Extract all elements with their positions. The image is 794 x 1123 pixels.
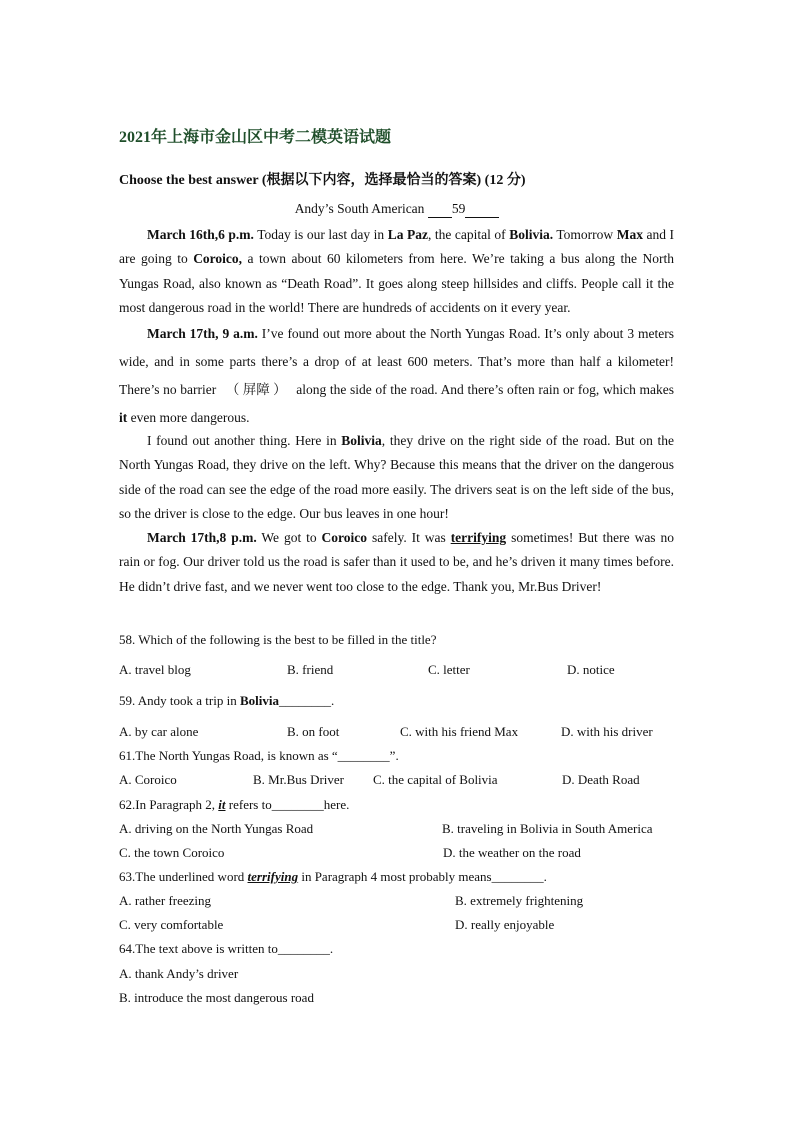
entry-date: March 17th,8 p.m.	[147, 530, 257, 545]
q62-option-c[interactable]: C. the town Coroico	[119, 845, 225, 860]
question-text: 63.The underlined word	[119, 869, 248, 884]
paragraph-text: sometimes! But there was no rain or fog. Our driver told us the road is safer than it used to be, and he’s driven it many times before. He didn’t drive fast, and we never went too close to the edge. Thank you, Mr.Bus Driver!	[119, 530, 674, 594]
q63-option-d[interactable]: D. really enjoyable	[455, 917, 555, 932]
q62-option-a[interactable]: A. driving on the North Yungas Road	[119, 821, 314, 836]
q61-option-b[interactable]: B. Mr.Bus Driver	[253, 772, 344, 787]
question-63-stem	[119, 869, 547, 885]
passage-title-text: Andy’s South American	[294, 201, 425, 216]
paragraph-text: and I are going to	[119, 227, 674, 267]
question-text: ________.	[278, 693, 335, 708]
paragraph-text: I’ve found out more about the North Yungas Road. It’s only about 3 meters wide, and in some parts there’s a drop of at least 600 meters. That’s more than half a kilometer! There’s no barrier	[119, 326, 675, 397]
paragraph-3	[119, 429, 674, 526]
paragraph-2	[119, 320, 674, 432]
paragraph-text: Tomorrow	[553, 227, 617, 242]
title-blank-number: 59	[451, 201, 466, 216]
q63-option-a[interactable]: A. rather freezing	[119, 893, 212, 908]
question-58-stem: 58. Which of the following is the best to be filled in the title?	[119, 632, 437, 647]
question-61-stem: 61.The North Yungas Road, is known as “________”.	[119, 748, 399, 763]
q62-option-d[interactable]: D. the weather on the road	[443, 845, 581, 860]
person-name: Max	[616, 227, 643, 242]
paragraph-text: We got to	[256, 530, 322, 545]
place-name: Coroico	[321, 530, 368, 545]
question-bold: terrifying	[247, 869, 299, 884]
q59-option-d[interactable]: D. with his driver	[561, 724, 653, 739]
paragraph-text: along the side of the road. And there’s often rain or fog, which makes	[292, 382, 675, 397]
paragraph-text: a town about 60 kilometers from here. We’re taking a bus along the North Yungas Road, also known as “Death Road”. It goes along steep hillsides and cliffs. People call it the most dangerous road in the world! There are hundreds of accidents on it every year.	[119, 251, 674, 315]
underlined-word: terrifying	[450, 530, 507, 545]
q61-option-a[interactable]: A. Coroico	[119, 772, 177, 787]
q64-option-b[interactable]: B. introduce the most dangerous road	[119, 990, 314, 1005]
q59-option-c[interactable]: C. with his friend Max	[400, 724, 519, 739]
passage-title	[0, 201, 794, 218]
paragraph-text: safely. It was	[367, 530, 451, 545]
place-name: Bolivia.	[509, 227, 554, 242]
q62-option-b[interactable]: B. traveling in Bolivia in South America	[442, 821, 653, 836]
q58-option-d[interactable]: D. notice	[567, 662, 615, 677]
place-name: Bolivia	[341, 433, 382, 448]
q59-option-a[interactable]: A. by car alone	[119, 724, 199, 739]
gloss-note: （ 屏障 ）	[225, 382, 287, 397]
paragraph-text: even more dangerous.	[127, 410, 250, 425]
section-instruction: Choose the best answer (根据以下内容，选择最恰当的答案) (12 分)	[119, 173, 526, 188]
title-blank	[428, 201, 452, 218]
question-text: 62.In Paragraph 2,	[119, 797, 219, 812]
question-62-stem	[119, 797, 349, 813]
question-bold: it	[218, 797, 226, 812]
paragraph-4	[119, 526, 674, 599]
paragraph-text: Today is our last day in	[253, 227, 388, 242]
place-name: Coroico,	[193, 251, 243, 267]
entry-date: March 17th, 9 a.m.	[147, 326, 258, 341]
q61-option-d[interactable]: D. Death Road	[562, 772, 640, 787]
q63-option-c[interactable]: C. very comfortable	[119, 917, 224, 932]
q59-option-b[interactable]: B. on foot	[287, 724, 340, 739]
question-text: in Paragraph 4 most probably means________.	[298, 869, 547, 884]
paragraph-text: , the capital of	[427, 227, 510, 242]
question-59-stem	[119, 693, 334, 709]
question-text: refers to________here.	[225, 797, 350, 812]
question-text: 59. Andy took a trip in	[119, 693, 240, 708]
paragraph-1	[119, 223, 674, 320]
q61-option-c[interactable]: C. the capital of Bolivia	[373, 772, 498, 787]
paragraph-text: I found out another thing. Here in	[147, 433, 342, 448]
q58-option-b[interactable]: B. friend	[287, 662, 334, 677]
entry-date: March 16th,6 p.m.	[147, 227, 254, 242]
question-bold: Bolivia	[239, 693, 279, 708]
q63-option-b[interactable]: B. extremely frightening	[455, 893, 584, 908]
q64-option-a[interactable]: A. thank Andy’s driver	[119, 966, 239, 981]
paragraph-text: , they drive on the right side of the road. But on the North Yungas Road, they drive on the left. Why? Because this means that the driver on the dangerous side of the road can see the edge of the road more easily. The drivers seat is on the left side of the bus, so the driver is close to the edge. Our bus leaves in one hour!	[119, 433, 674, 521]
q58-option-a[interactable]: A. travel blog	[119, 662, 191, 677]
bold-pronoun: it	[119, 410, 128, 425]
place-name: La Paz	[387, 227, 428, 242]
question-64-stem: 64.The text above is written to________.	[119, 941, 334, 956]
q58-option-c[interactable]: C. letter	[428, 662, 470, 677]
document-title: 2021年上海市金山区中考二模英语试题	[119, 129, 392, 146]
